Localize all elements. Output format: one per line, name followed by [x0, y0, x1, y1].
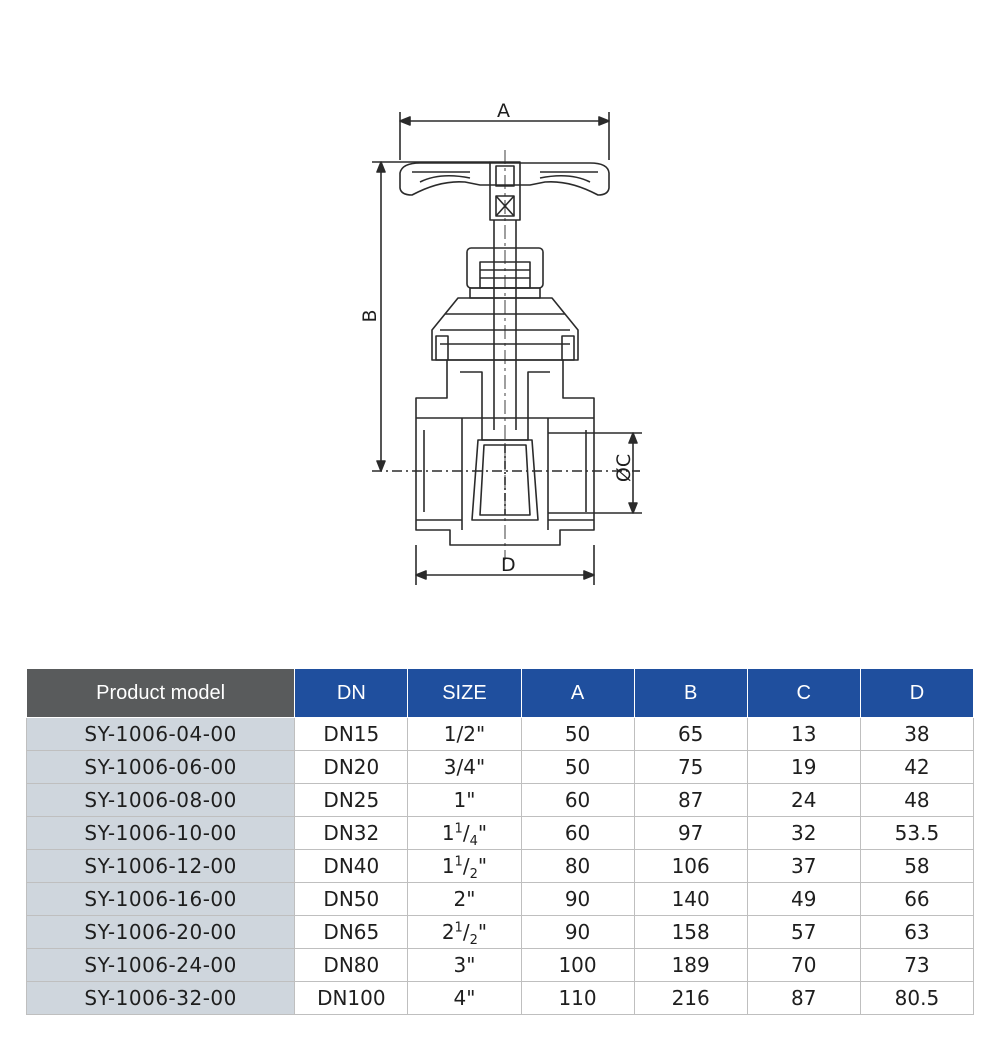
cell-c: 13 [747, 718, 860, 751]
spec-table [26, 668, 974, 1015]
size-plain: 1" [453, 788, 476, 812]
cell-b: 140 [634, 883, 747, 916]
cell-dn: DN20 [295, 751, 408, 784]
cell-size [408, 949, 521, 982]
cell-a: 50 [521, 751, 634, 784]
cell-model: SY-1006-04-00 [27, 718, 295, 751]
cell-size [408, 751, 521, 784]
size-whole: 1 [441, 854, 455, 878]
handwheel-outline [400, 162, 609, 220]
cell-c: 70 [747, 949, 860, 982]
cell-dn: DN15 [295, 718, 408, 751]
header-dn: DN [295, 669, 408, 718]
cell-b: 158 [634, 916, 747, 949]
cell-c: 87 [747, 982, 860, 1015]
cell-dn: DN100 [295, 982, 408, 1015]
cell-d: 53.5 [860, 817, 973, 850]
label-a: A [497, 100, 510, 122]
size-slash: / [462, 920, 470, 944]
size-slash: / [462, 821, 470, 845]
cell-a: 60 [521, 817, 634, 850]
cell-a: 80 [521, 850, 634, 883]
table-row [27, 817, 974, 850]
cell-model: SY-1006-32-00 [27, 982, 295, 1015]
table-row [27, 751, 974, 784]
cell-dn: DN50 [295, 883, 408, 916]
cell-size [408, 784, 521, 817]
header-a: A [521, 669, 634, 718]
header-b: B [634, 669, 747, 718]
cell-model: SY-1006-16-00 [27, 883, 295, 916]
cell-a: 50 [521, 718, 634, 751]
size-whole: 1 [441, 821, 455, 845]
cell-size [408, 982, 521, 1015]
cell-d: 48 [860, 784, 973, 817]
table-row [27, 982, 974, 1015]
header-product-model: Product model [27, 669, 295, 718]
table-row [27, 718, 974, 751]
cell-d: 66 [860, 883, 973, 916]
cell-a: 60 [521, 784, 634, 817]
cell-b: 189 [634, 949, 747, 982]
cell-model: SY-1006-06-00 [27, 751, 295, 784]
table-row [27, 949, 974, 982]
cell-model: SY-1006-20-00 [27, 916, 295, 949]
cell-d: 42 [860, 751, 973, 784]
cell-a: 100 [521, 949, 634, 982]
cell-d: 73 [860, 949, 973, 982]
size-whole: 2 [441, 920, 455, 944]
cell-d: 63 [860, 916, 973, 949]
cell-size [408, 817, 521, 850]
cell-d: 38 [860, 718, 973, 751]
cell-c: 32 [747, 817, 860, 850]
size-plain: 1/2" [443, 722, 486, 746]
label-c: ØC [613, 453, 635, 483]
size-denominator: 2 [469, 933, 478, 948]
size-numerator: 1 [454, 854, 463, 870]
cell-a: 90 [521, 883, 634, 916]
table-row [27, 784, 974, 817]
header-c: C [747, 669, 860, 718]
cell-b: 87 [634, 784, 747, 817]
table-row [27, 883, 974, 916]
dimension-b [372, 162, 640, 471]
cell-c: 49 [747, 883, 860, 916]
size-denominator: 4 [469, 834, 478, 849]
cell-b: 97 [634, 817, 747, 850]
size-plain: 3" [453, 953, 476, 977]
cell-size [408, 850, 521, 883]
cell-model: SY-1006-10-00 [27, 817, 295, 850]
cell-dn: DN65 [295, 916, 408, 949]
cell-model: SY-1006-12-00 [27, 850, 295, 883]
cell-dn: DN80 [295, 949, 408, 982]
size-plain: 2" [453, 887, 476, 911]
size-inch-mark: " [477, 821, 488, 845]
size-inch-mark: " [477, 854, 488, 878]
size-plain: 3/4" [443, 755, 486, 779]
size-inch-mark: " [477, 920, 488, 944]
size-slash: / [462, 854, 470, 878]
label-b: B [359, 309, 381, 323]
cell-dn: DN40 [295, 850, 408, 883]
cell-a: 90 [521, 916, 634, 949]
cell-c: 24 [747, 784, 860, 817]
cell-b: 216 [634, 982, 747, 1015]
cell-size [408, 883, 521, 916]
cell-c: 57 [747, 916, 860, 949]
cell-size [408, 916, 521, 949]
table-row [27, 916, 974, 949]
cell-b: 75 [634, 751, 747, 784]
size-denominator: 2 [469, 867, 478, 882]
cell-dn: DN25 [295, 784, 408, 817]
cell-c: 37 [747, 850, 860, 883]
header-d: D [860, 669, 973, 718]
size-numerator: 1 [454, 821, 463, 837]
cell-model: SY-1006-24-00 [27, 949, 295, 982]
table-body [27, 718, 974, 1015]
size-plain: 4" [453, 986, 476, 1010]
cell-d: 80.5 [860, 982, 973, 1015]
header-size: SIZE [408, 669, 521, 718]
cell-model: SY-1006-08-00 [27, 784, 295, 817]
cell-b: 106 [634, 850, 747, 883]
cell-d: 58 [860, 850, 973, 883]
cell-c: 19 [747, 751, 860, 784]
table-row [27, 850, 974, 883]
cell-b: 65 [634, 718, 747, 751]
cell-size [408, 718, 521, 751]
table-header-row [27, 669, 974, 718]
cell-a: 110 [521, 982, 634, 1015]
size-numerator: 1 [454, 920, 463, 936]
label-d: D [501, 554, 516, 576]
cell-dn: DN32 [295, 817, 408, 850]
